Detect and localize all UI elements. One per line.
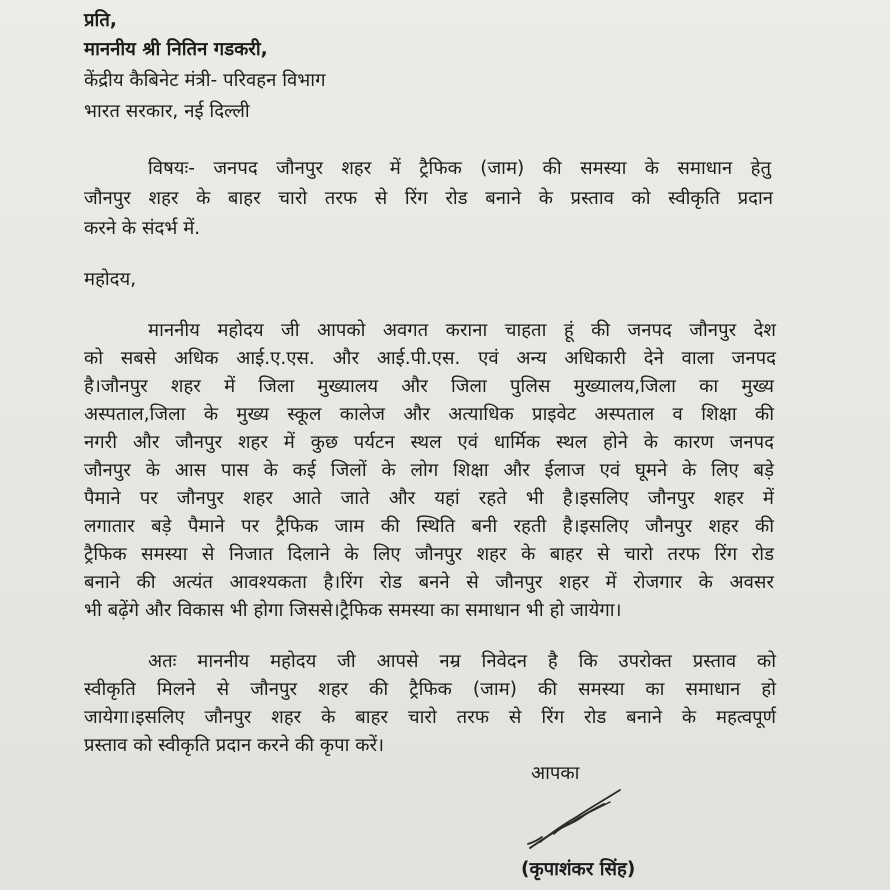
paragraph-line: अतः माननीय महोदय जी आपसे नम्र निवेदन है कि उपरोक्त प्रस्ताव को: [148, 651, 776, 672]
paragraph-line: जायेगा।इसलिए जौनपुर शहर के बाहर चारो तरफ से रिंग रोड बनाने के महत्वपूर्ण: [84, 707, 776, 728]
signatory-name: (कृपाशंकर सिंह): [521, 859, 636, 880]
recipient-designation: केंद्रीय कैबिनेट मंत्री- परिवहन विभाग: [84, 70, 326, 91]
recipient-address: भारत सरकार, नई दिल्ली: [84, 101, 250, 122]
salutation-to: प्रति,: [84, 10, 117, 31]
recipient-name: माननीय श्री नितिन गडकरी,: [84, 39, 268, 60]
closing: आपका: [531, 763, 580, 784]
greeting: महोदय,: [84, 269, 137, 290]
paragraph-line: जौनपुर के आस पास के कई जिलों के लोग शिक्षा और ईलाज एवं घूमने के लिए बड़े: [84, 460, 774, 481]
paragraph-line: लगातार बड़े पैमाने पर ट्रैफिक जाम की स्थिति बनी रहती है।इसलिए जौनपुर शहर की: [84, 516, 774, 537]
signature-mark: [520, 782, 640, 852]
subject-line: जौनपुर शहर के बाहर चारो तरफ से रिंग रोड बनाने के प्रस्ताव को स्वीकृति प्रदान: [84, 188, 773, 209]
paragraph-line: है।जौनपुर शहर में जिला मुख्यालय और जिला पुलिस मुख्यालय,जिला का मुख्य: [84, 376, 774, 397]
subject-line: करने के संदर्भ में.: [84, 218, 201, 239]
paragraph-line: माननीय महोदय जी आपको अवगत कराना चाहता हूं की जनपद जौनपुर देश: [148, 320, 776, 341]
paragraph-line: भी बढ़ेंगे और विकास भी होगा जिससे।ट्रैफिक समस्या का समाधान भी हो जायेगा।: [84, 600, 622, 621]
paragraph-line: पैमाने पर जौनपुर शहर आते जाते और यहां रहते भी है।इसलिए जौनपुर शहर में: [84, 488, 774, 509]
paragraph-line: बनाने की अत्यंत आवश्यकता है।रिंग रोड बनने से जौनपुर शहर में रोजगार के अवसर: [84, 572, 774, 593]
paragraph-line: नगरी और जौनपुर शहर में कुछ पर्यटन स्थल एवं धार्मिक स्थल होने के कारण जनपद: [84, 432, 774, 453]
paragraph-line: प्रस्ताव को स्वीकृति प्रदान करने की कृपा करें।: [84, 735, 385, 756]
subject-line: विषयः- जनपद जौनपुर शहर में ट्रैफिक (जाम) की समस्या के समाधान हेतु: [148, 158, 771, 179]
paragraph-line: ट्रैफिक समस्या से निजात दिलाने के लिए जौनपुर शहर के बाहर से चारो तरफ रिंग रोड: [84, 544, 774, 565]
paragraph-line: को सबसे अधिक आई.ए.एस. और आई.पी.एस. एवं अन्य अधिकारी देने वाला जनपद: [84, 348, 776, 369]
paragraph-line: अस्पताल,जिला के मुख्य स्कूल कालेज और अत्याधिक प्राइवेट अस्पताल व शिक्षा की: [84, 404, 774, 425]
paragraph-line: स्वीकृति मिलने से जौनपुर शहर की ट्रैफिक (जाम) की समस्या का समाधान हो: [84, 679, 776, 700]
